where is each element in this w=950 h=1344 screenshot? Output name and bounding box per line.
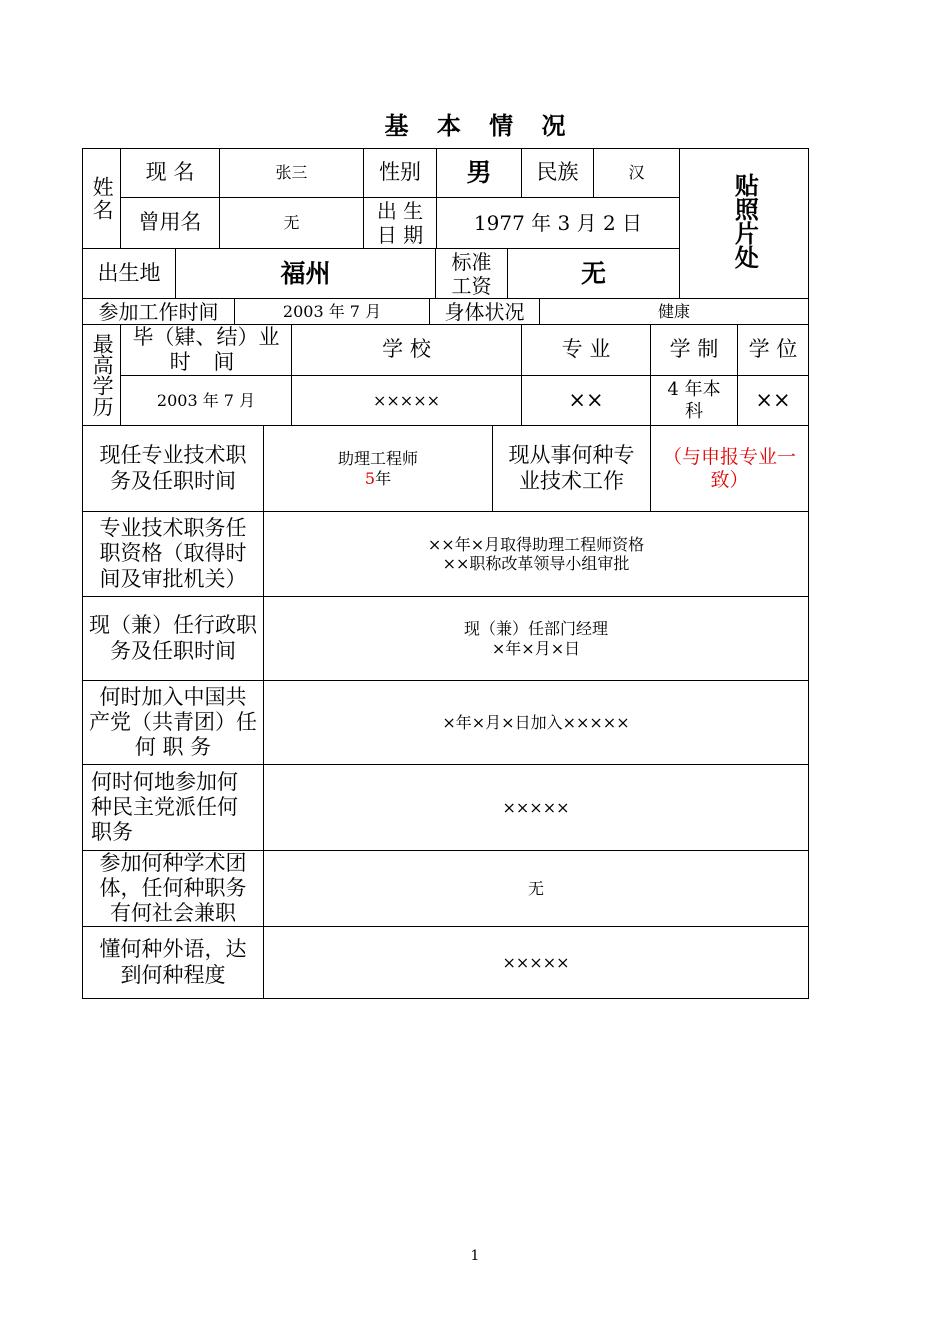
qualification-label-line: 专业技术职务任 [99, 516, 247, 541]
birthplace-label-text: 出生地 [97, 260, 161, 285]
school-value [291, 375, 522, 426]
birth-date-value [436, 197, 680, 249]
admin-post-value-line: 现（兼）任部门经理 [463, 619, 608, 639]
tech-title-years-number: 5 [364, 468, 376, 488]
former-name-label-text: 曾用名 [138, 210, 202, 235]
page-title [0, 106, 950, 141]
school-label-text: 学 校 [382, 337, 431, 362]
party-label [82, 680, 264, 765]
work-start-value-text: 2003 年 7 月 [282, 301, 382, 321]
grad-time-label [120, 324, 292, 376]
party-label-line: 何 职 务 [134, 735, 212, 760]
language-label-line: 懂何种外语，达 [99, 937, 247, 962]
academic-label-line: 体，任何种职务 [99, 875, 247, 900]
work-start-value [234, 298, 430, 325]
work-start-label-text: 参加工作时间 [98, 299, 219, 324]
current-name-label [120, 148, 220, 198]
qualification-value [263, 511, 809, 597]
ethnicity-value-text: 汉 [628, 163, 645, 183]
birthplace-label [82, 248, 176, 299]
current-work-label-line: 业技术工作 [519, 468, 624, 493]
admin-post-value [263, 596, 809, 681]
current-work-label [492, 425, 651, 512]
academic-label-line: 参加何种学术团 [99, 850, 247, 875]
current-work-value-line: （与申报专业一 [662, 445, 796, 468]
party-label-line: 产党（共青团）任 [89, 709, 257, 734]
major-label-text: 专 业 [561, 337, 611, 362]
grad-time-value-text: 2003 年 7 月 [156, 390, 256, 410]
duration-value-line: 科 [685, 400, 703, 422]
gender-label-text: 性别 [379, 160, 421, 185]
health-label [429, 298, 540, 325]
admin-post-label-line: 务及任职时间 [110, 638, 236, 663]
language-value [263, 926, 809, 999]
tech-title-years [365, 469, 391, 488]
qualification-label-line: 职资格（取得时 [99, 541, 247, 566]
ethnicity-label [521, 148, 594, 198]
grad-time-label-line: 时 间 [169, 350, 243, 374]
tech-title-value-line: 助理工程师 [337, 449, 418, 469]
qualification-value-line: ××年×月取得助理工程师资格 [427, 534, 645, 554]
current-work-label-line: 现从事何种专 [508, 443, 635, 468]
page-number: 1 [470, 1248, 480, 1264]
gender-value [436, 148, 522, 198]
academic-value-text: 无 [527, 878, 544, 898]
admin-post-label [82, 596, 264, 681]
former-name-value [219, 197, 364, 249]
tech-title-years-unit: 年 [375, 468, 392, 488]
tech-title-label-line: 务及任职时间 [110, 468, 236, 493]
qualification-label-line: 间及审批机关） [99, 566, 247, 591]
party-value [263, 680, 809, 765]
democratic-party-value [263, 764, 809, 851]
democratic-party-label-line: 职务 [91, 820, 133, 845]
school-value-text: ××××× [372, 390, 441, 410]
democratic-party-label-line: 何时何地参加何 [91, 769, 238, 794]
degree-value-text: ×× [755, 387, 791, 412]
health-value-text: 健康 [657, 301, 690, 321]
current-name-value-text: 张三 [275, 163, 308, 183]
qualification-value-line: ××职称改革领导小组审批 [442, 554, 630, 573]
birth-date-value-text: 1977 年 3 月 2 日 [473, 211, 643, 235]
grad-time-label-line: 毕（肄、结）业 [132, 324, 280, 349]
major-value-text: ×× [568, 387, 604, 412]
salary-label-line: 工资 [451, 273, 492, 298]
health-label-text: 身体状况 [444, 299, 525, 324]
academic-label-line: 有何社会兼职 [110, 901, 236, 926]
gender-value-text: 男 [466, 158, 492, 187]
former-name-value-text: 无 [283, 213, 300, 233]
title-char: 基 [384, 111, 409, 140]
major-value [521, 375, 651, 426]
birth-date-label [363, 197, 437, 249]
school-label [291, 324, 522, 376]
tech-title-value [263, 425, 493, 512]
education-group-label [82, 324, 121, 426]
party-label-line: 何时加入中国共 [99, 684, 247, 709]
birth-date-label-line: 日 期 [376, 223, 424, 247]
language-value-text: ××××× [502, 952, 570, 972]
title-char: 本 [436, 111, 461, 140]
degree-label [737, 324, 809, 376]
degree-value [737, 375, 809, 426]
party-value-text: ×年×月×日加入××××× [442, 712, 630, 732]
language-label [82, 926, 264, 999]
title-char: 况 [541, 111, 566, 140]
democratic-party-value-text: ××××× [502, 797, 570, 817]
birthplace-value [175, 248, 436, 299]
grad-time-value [120, 375, 292, 426]
major-label [521, 324, 651, 376]
former-name-label [120, 197, 220, 249]
qualification-label [82, 511, 264, 597]
current-name-value [219, 148, 364, 198]
name-group-text: 姓名 [90, 175, 115, 222]
photo-placeholder [679, 148, 809, 299]
democratic-party-label [82, 764, 264, 851]
academic-label [82, 850, 264, 927]
salary-label [435, 248, 508, 299]
current-work-value [650, 425, 809, 512]
ethnicity-value [593, 148, 680, 198]
degree-label-text: 学 位 [748, 337, 798, 362]
work-start-label [82, 298, 235, 325]
duration-label [650, 324, 738, 376]
democratic-party-label-line: 种民主党派任何 [91, 794, 238, 819]
health-value [539, 298, 809, 325]
salary-label-line: 标准 [451, 249, 492, 274]
birthplace-value-text: 福州 [280, 258, 331, 288]
ethnicity-label-text: 民族 [536, 160, 579, 185]
salary-value-text: 无 [580, 258, 606, 288]
title-char: 情 [489, 111, 514, 140]
current-work-value-line: 致） [710, 468, 749, 491]
duration-label-text: 学 制 [669, 337, 719, 362]
duration-value [650, 375, 738, 426]
salary-value [507, 248, 680, 299]
academic-value [263, 850, 809, 927]
admin-post-value-line: ×年×月×日 [491, 638, 581, 658]
duration-value-line: 4 年本 [667, 378, 721, 400]
admin-post-label-line: 现（兼）任行政职 [89, 613, 257, 638]
gender-label [363, 148, 437, 198]
education-group-text: 最高学历 [90, 333, 115, 417]
photo-label: 贴照片处 [730, 173, 760, 269]
tech-title-label-line: 现任专业技术职 [99, 443, 247, 468]
current-name-label-text: 现 名 [145, 160, 195, 185]
name-group-label [82, 148, 121, 249]
birth-date-label-line: 出 生 [376, 199, 424, 223]
language-label-line: 到何种程度 [120, 962, 226, 987]
tech-title-label [82, 425, 264, 512]
